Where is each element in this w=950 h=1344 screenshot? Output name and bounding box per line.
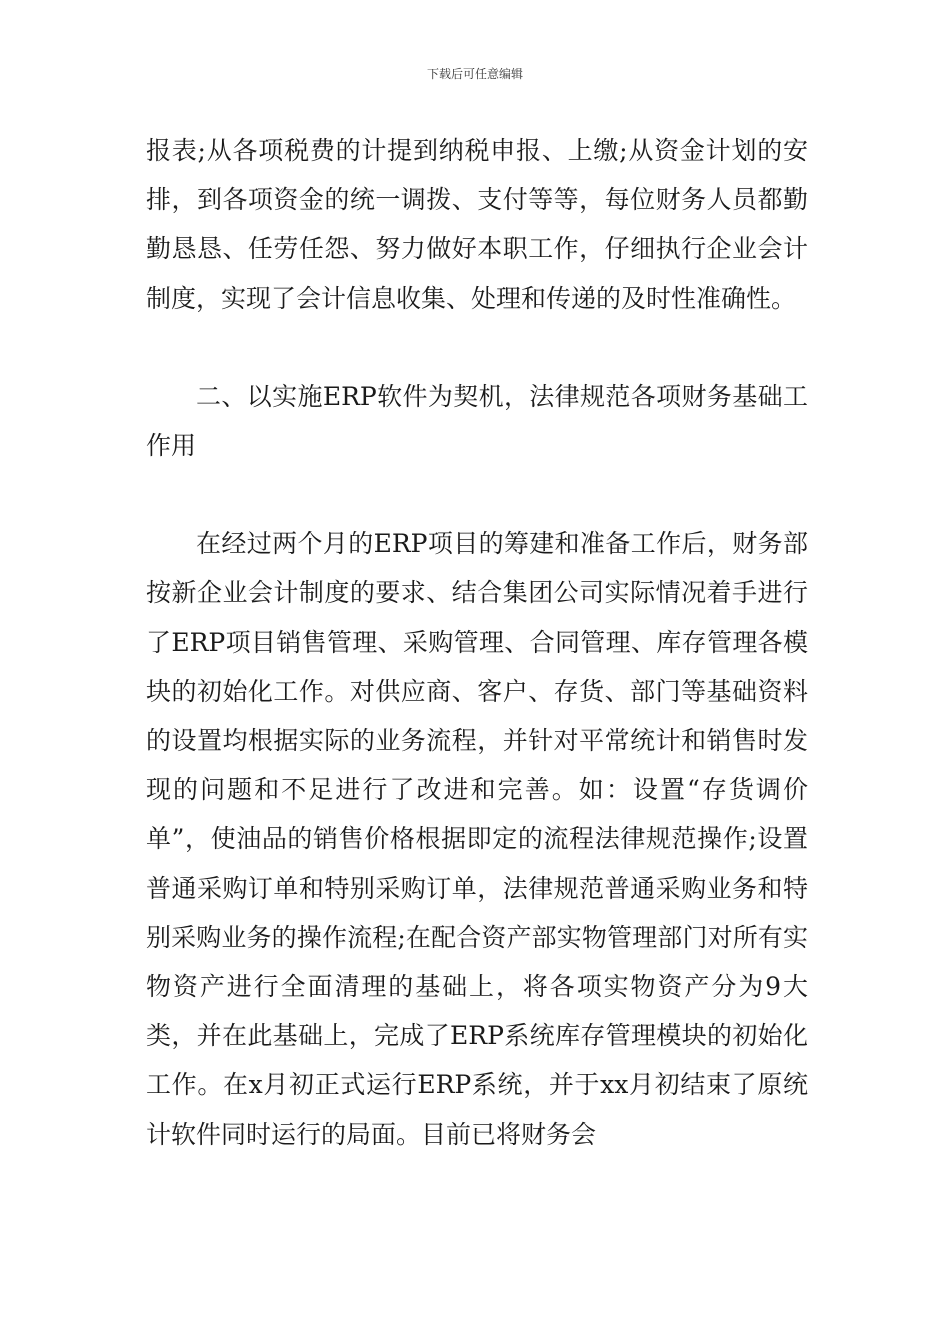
section-heading: 二、以实施ERP软件为契机，法律规范各项财务基础工作用	[146, 381, 808, 461]
paragraph-continuation: 报表;从各项税费的计提到纳税申报、上缴;从资金计划的安排，到各项资金的统一调拨、支付等等，每位财务人员都勤勤恳恳、任劳任怨、努力做好本职工作，仔细执行企业会计制度，实现了会计信息收集、处理和传递的及时性准确性。	[146, 136, 808, 313]
page-header: 下载后可任意编辑	[426, 67, 523, 81]
paragraph-erp: 在经过两个月的ERP项目的筹建和准备工作后，财务部按新企业会计制度的要求、结合集团公司实际情况着手进行了ERP项目销售管理、采购管理、合同管理、库存管理各模块的初始化工作。对供应商、客户、存货、部门等基础资料的设置均根据实际的业务流程，并针对平常统计和销售时发现的问题和不足进行了改进和完善。如：设置“存货调价单”，使油品的销售价格根据即定的流程法律规范操作;设置普通采购订单和特别采购订单，法律规范普通采购业务和特别采购业务的操作流程;在配合资产部实物管理部门对所有实物资产进行全面清理的基础上，将各项实物资产分为9大类，并在此基础上，完成了ERP系统库存管理模块的初始化工作。在x月初正式运行ERP系统，并于xx月初结束了原统计软件同时运行的局面。目前已将财务会	[146, 529, 808, 1149]
document-body	[146, 126, 808, 1159]
